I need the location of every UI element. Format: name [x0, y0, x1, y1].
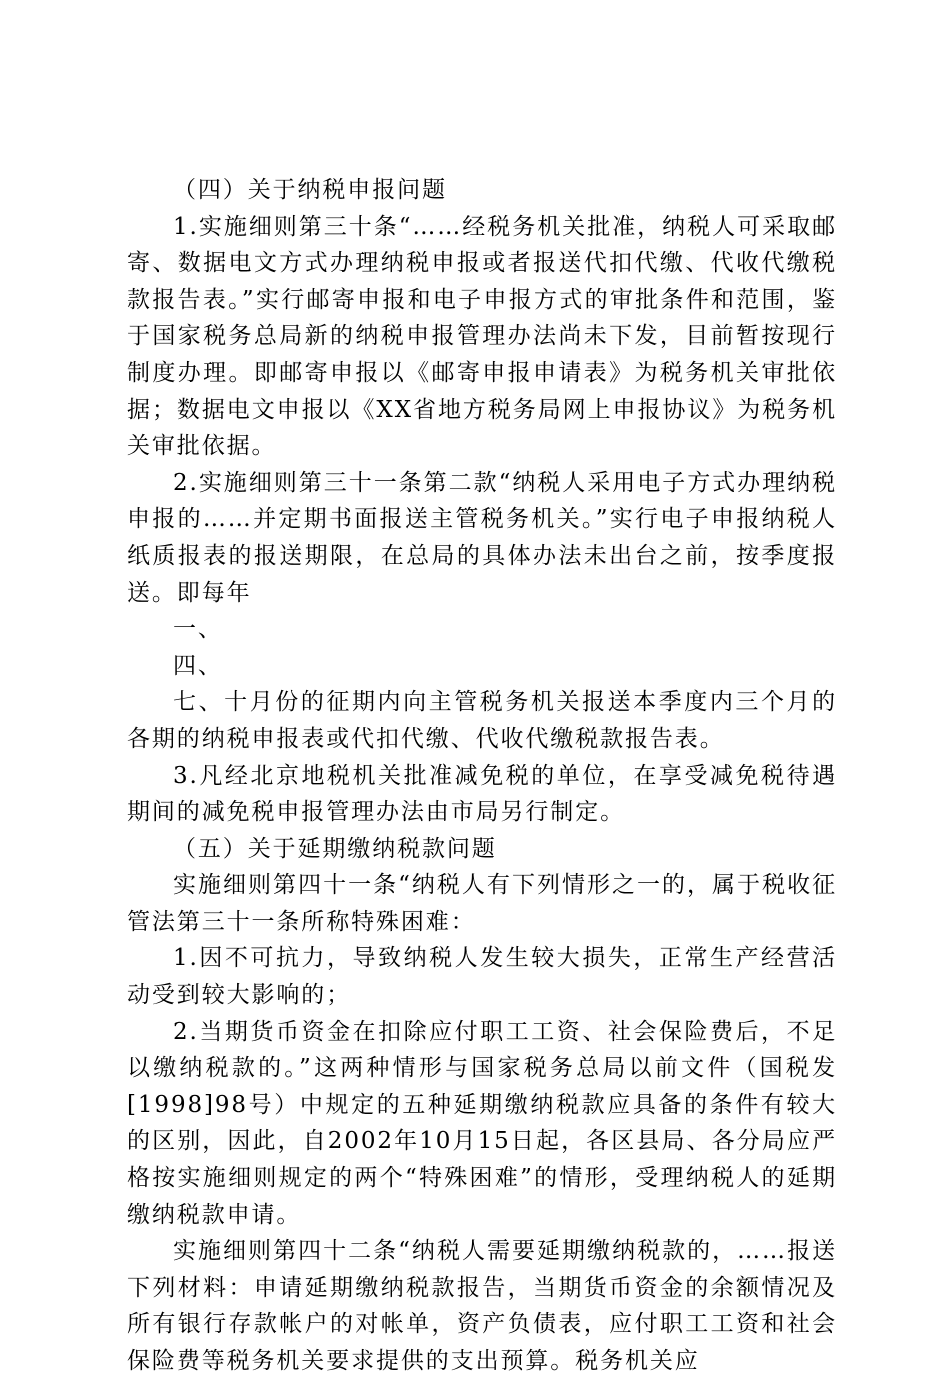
paragraph: 实施细则第四十二条“纳税人需要延期缴纳税款的，……报送下列材料：申请延期缴纳税款报告，当期货币资金的余额情况及所有银行存款帐户的对帐单，资产负债表，应付职工工资和社会保险费等税务机关要求提供的支出预算。税务机关应 [127, 1238, 837, 1374]
paragraph: 3.凡经北京地税机关批准减免税的单位，在享受减免税待遇期间的减免税申报管理办法由市局另行制定。 [127, 762, 837, 826]
paragraph: 1.实施细则第三十条“……经税务机关批准，纳税人可采取邮寄、数据电文方式办理纳税申报或者报送代扣代缴、代收代缴税款报告表。”实行邮寄申报和电子申报方式的审批条件和范围，鉴于国家税务总局新的纳税申报管理办法尚未下发，目前暂按现行制度办理。即邮寄申报以《邮寄申报申请表》为税务机关审批依据；数据电文申报以《XX省地方税务局网上申报协议》为税务机关审批依据。 [127, 213, 837, 460]
paragraph: 2.当期货币资金在扣除应付职工工资、社会保险费后，不足以缴纳税款的。”这两种情形与国家税务总局以前文件（国税发[1998]98号）中规定的五种延期缴纳税款应具备的条件有较大的区别，因此，自2002年10月15日起，各区县局、各分局应严格按实施细则规定的两个“特殊困难”的情形，受理纳税人的延期缴纳税款申请。 [127, 1018, 837, 1228]
paragraph: 实施细则第四十一条“纳税人有下列情形之一的，属于税收征管法第三十一条所称特殊困难： [127, 872, 837, 935]
paragraph: 四、 [173, 652, 223, 679]
section-heading-4: （四）关于纳税申报问题 [173, 177, 447, 203]
paragraph: 一、 [173, 616, 223, 643]
paragraph: 1.因不可抗力，导致纳税人发生较大损失，正常生产经营活动受到较大影响的； [127, 945, 837, 1009]
section-heading-5: （五）关于延期缴纳税款问题 [173, 835, 497, 862]
document-body [127, 172, 837, 1380]
paragraph: 七、十月份的征期内向主管税务机关报送本季度内三个月的各期的纳税申报表或代扣代缴、代收代缴税款报告表。 [127, 689, 837, 752]
paragraph: 2.实施细则第三十一条第二款“纳税人采用电子方式办理纳税申报的……并定期书面报送主管税务机关。”实行电子申报纳税人纸质报表的报送期限，在总局的具体办法未出台之前，按季度报送。即每年 [127, 469, 837, 606]
